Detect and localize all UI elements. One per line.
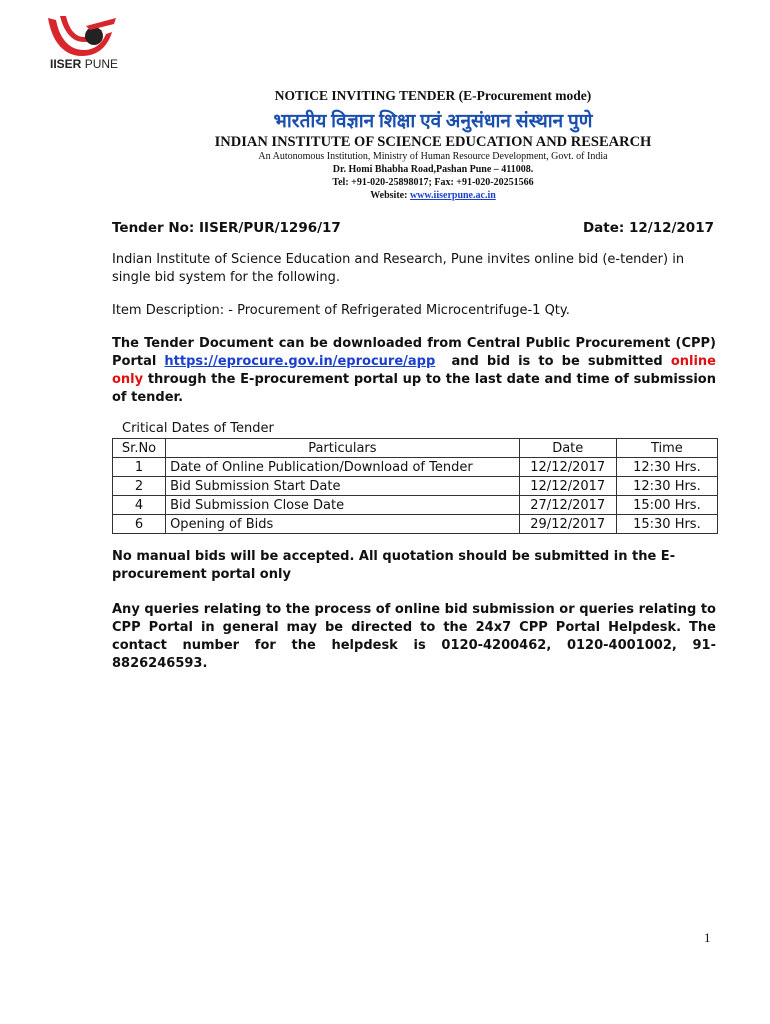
cell-date: 27/12/2017 [519, 496, 616, 515]
tender-number: Tender No: IISER/PUR/1296/17 [112, 220, 341, 236]
download-paragraph: The Tender Document can be downloaded from Central Public Procurement (CPP) Portal https://eprocure.gov.in/eprocure/app and bid is to be submitted online only through the E-procurement portal up to the last date and time of submission of tender. [112, 336, 716, 405]
institute-contact: Tel: +91-020-25898017; Fax: +91-020-20251566 [332, 177, 534, 188]
institute-address: Dr. Homi Bhabha Road,Pashan Pune – 411008. [332, 164, 534, 175]
header-time: Time [616, 439, 717, 458]
table-row [113, 458, 718, 477]
critical-dates-title: Critical Dates of Tender [122, 421, 274, 436]
page-number: 1 [704, 930, 711, 945]
cell-time: 15:30 Hrs. [616, 515, 717, 534]
table-row [113, 496, 718, 515]
cell-srno: 6 [113, 515, 166, 534]
table-header-row [113, 439, 718, 458]
manual-bids-note: No manual bids will be accepted. All quotation should be submitted in the E-procurement portal only [112, 549, 676, 582]
institute-website: Website: www.iiserpune.ac.in [370, 190, 496, 201]
item-description: Item Description: - Procurement of Refrigerated Microcentrifuge-1 Qty. [112, 303, 570, 318]
cell-particulars: Date of Online Publication/Download of Tender [166, 458, 520, 477]
eprocure-link[interactable]: https://eprocure.gov.in/eprocure/app [164, 354, 436, 369]
cell-particulars: Bid Submission Start Date [166, 477, 520, 496]
institute-subtitle: An Autonomous Institution, Ministry of Human Resource Development, Govt. of India [258, 151, 608, 162]
queries-note: Any queries relating to the process of online bid submission or queries relating to CPP Portal in general may be directed to the 24x7 CPP Portal Helpdesk. The contact number for the helpdesk is 0120-4200462, 0120-4001002, 91-8826246593. [112, 602, 716, 671]
cell-time: 12:30 Hrs. [616, 458, 717, 477]
cell-time: 15:00 Hrs. [616, 496, 717, 515]
header-srno: Sr.No [113, 439, 166, 458]
table-row [113, 515, 718, 534]
intro-paragraph: Indian Institute of Science Education and Research, Pune invites online bid (e-tender) in single bid system for the following. [112, 252, 685, 285]
logo-text: IISER PUNE [50, 57, 119, 71]
cell-particulars: Opening of Bids [166, 515, 520, 534]
cell-srno: 2 [113, 477, 166, 496]
table-row [113, 477, 718, 496]
online-only-highlight: online only [112, 354, 716, 387]
critical-dates-table [112, 438, 718, 534]
cell-date: 12/12/2017 [519, 477, 616, 496]
cell-srno: 4 [113, 496, 166, 515]
hindi-institute-name: भारतीय विज्ञान शिक्षा एवं अनुसंधान संस्थान पुणे [273, 111, 593, 132]
cell-time: 12:30 Hrs. [616, 477, 717, 496]
header-date: Date [519, 439, 616, 458]
cell-date: 12/12/2017 [519, 458, 616, 477]
institute-name: INDIAN INSTITUTE OF SCIENCE EDUCATION AND RESEARCH [214, 134, 652, 150]
cell-particulars: Bid Submission Close Date [166, 496, 520, 515]
cell-srno: 1 [113, 458, 166, 477]
cell-date: 29/12/2017 [519, 515, 616, 534]
tender-date: Date: 12/12/2017 [582, 220, 714, 236]
notice-title: NOTICE INVITING TENDER (E-Procurement mode) [274, 88, 592, 103]
tender-info [112, 219, 716, 237]
header-particulars: Particulars [166, 439, 520, 458]
website-link[interactable]: www.iiserpune.ac.in [409, 190, 496, 201]
